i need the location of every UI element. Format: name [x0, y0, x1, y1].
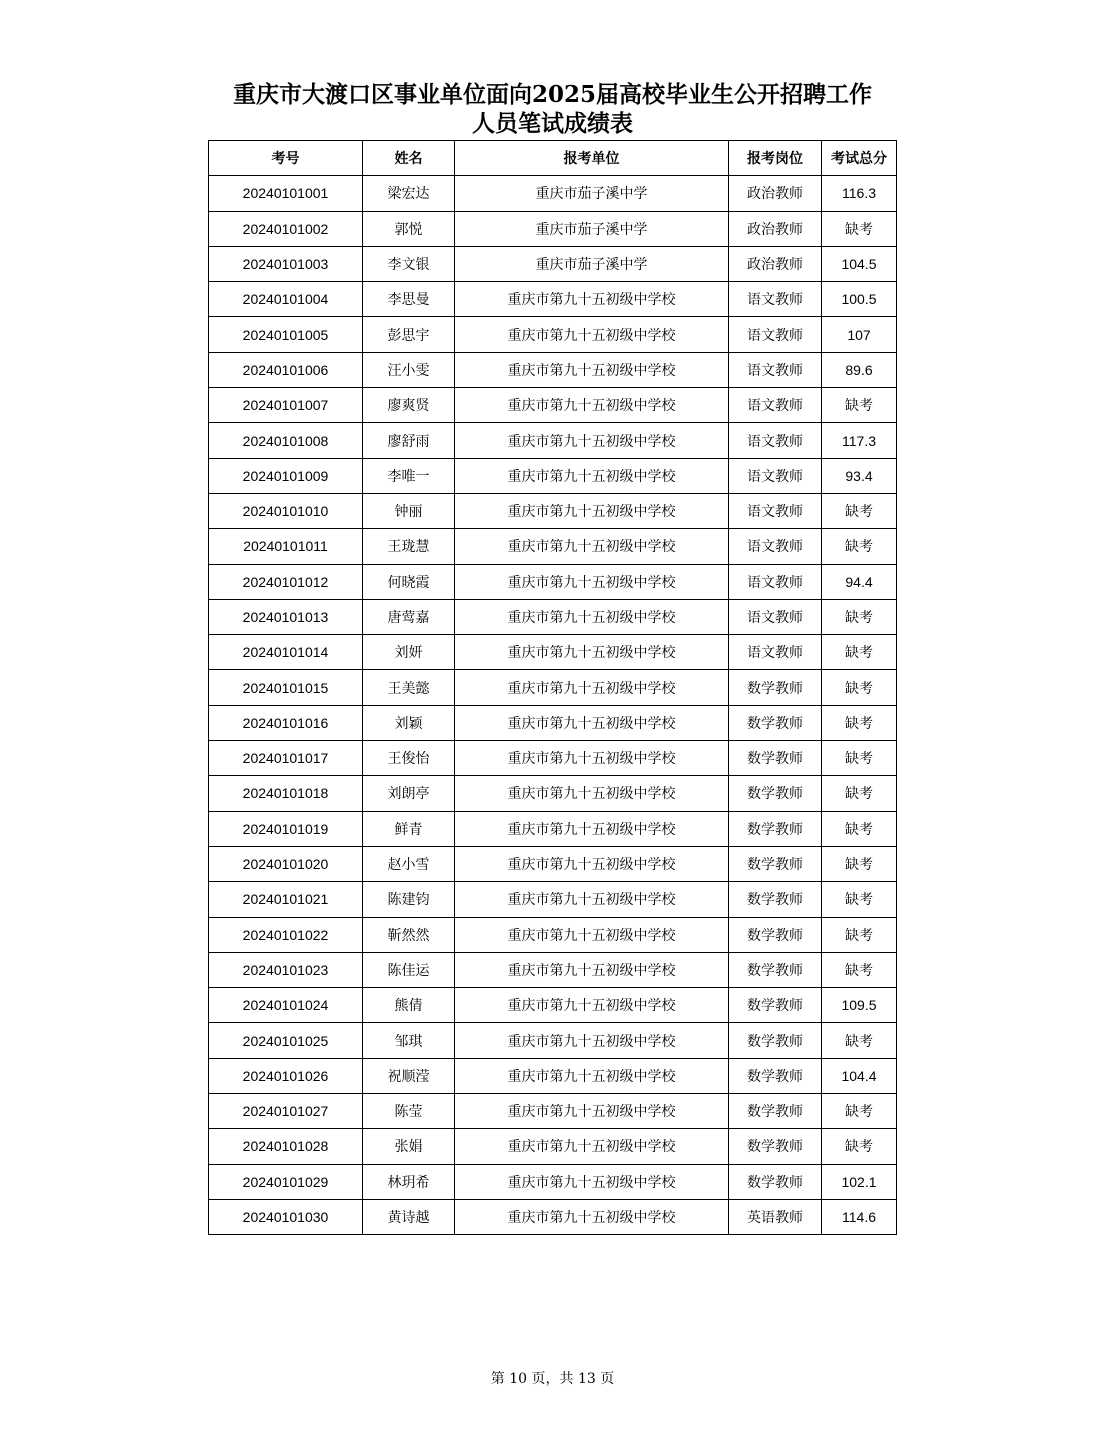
cell-name: 刘颖 [363, 705, 455, 740]
cell-unit: 重庆市第九十五初级中学校 [455, 811, 729, 846]
cell-unit: 重庆市第九十五初级中学校 [455, 952, 729, 987]
cell-name: 刘妍 [363, 635, 455, 670]
cell-name: 林玥希 [363, 1164, 455, 1199]
cell-name: 唐莺嘉 [363, 599, 455, 634]
cell-post: 数学教师 [729, 1164, 822, 1199]
cell-exam-id: 20240101025 [209, 1023, 363, 1058]
table-header-row [209, 141, 897, 176]
table-body [209, 176, 897, 1235]
cell-exam-id: 20240101022 [209, 917, 363, 952]
cell-score: 缺考 [822, 1023, 897, 1058]
cell-name: 陈佳运 [363, 952, 455, 987]
cell-post: 语文教师 [729, 352, 822, 387]
cell-post: 数学教师 [729, 917, 822, 952]
cell-name: 靳然然 [363, 917, 455, 952]
cell-unit: 重庆市第九十五初级中学校 [455, 741, 729, 776]
cell-exam-id: 20240101009 [209, 458, 363, 493]
table-row [209, 388, 897, 423]
cell-unit: 重庆市茄子溪中学 [455, 211, 729, 246]
cell-exam-id: 20240101027 [209, 1094, 363, 1129]
cell-name: 梁宏达 [363, 176, 455, 211]
cell-name: 邹琪 [363, 1023, 455, 1058]
cell-exam-id: 20240101010 [209, 493, 363, 528]
table-row [209, 176, 897, 211]
cell-post: 语文教师 [729, 423, 822, 458]
cell-post: 政治教师 [729, 211, 822, 246]
cell-post: 数学教师 [729, 776, 822, 811]
cell-exam-id: 20240101026 [209, 1058, 363, 1093]
cell-score: 缺考 [822, 1129, 897, 1164]
cell-unit: 重庆市第九十五初级中学校 [455, 1129, 729, 1164]
cell-unit: 重庆市第九十五初级中学校 [455, 493, 729, 528]
cell-score: 100.5 [822, 282, 897, 317]
table-row [209, 599, 897, 634]
cell-score: 107 [822, 317, 897, 352]
table-row [209, 1164, 897, 1199]
cell-exam-id: 20240101020 [209, 846, 363, 881]
cell-exam-id: 20240101008 [209, 423, 363, 458]
cell-unit: 重庆市第九十五初级中学校 [455, 388, 729, 423]
cell-unit: 重庆市第九十五初级中学校 [455, 670, 729, 705]
table-row [209, 882, 897, 917]
cell-unit: 重庆市第九十五初级中学校 [455, 776, 729, 811]
table-row [209, 952, 897, 987]
cell-post: 数学教师 [729, 670, 822, 705]
cell-score: 102.1 [822, 1164, 897, 1199]
cell-post: 语文教师 [729, 493, 822, 528]
cell-score: 缺考 [822, 493, 897, 528]
cell-exam-id: 20240101004 [209, 282, 363, 317]
table-row [209, 1094, 897, 1129]
cell-post: 数学教师 [729, 952, 822, 987]
cell-unit: 重庆市第九十五初级中学校 [455, 352, 729, 387]
cell-unit: 重庆市第九十五初级中学校 [455, 1164, 729, 1199]
document-title [0, 80, 1105, 138]
cell-unit: 重庆市第九十五初级中学校 [455, 705, 729, 740]
cell-post: 语文教师 [729, 564, 822, 599]
cell-exam-id: 20240101013 [209, 599, 363, 634]
cell-unit: 重庆市第九十五初级中学校 [455, 1058, 729, 1093]
cell-post: 数学教师 [729, 811, 822, 846]
cell-score: 缺考 [822, 388, 897, 423]
cell-unit: 重庆市第九十五初级中学校 [455, 882, 729, 917]
score-table [208, 140, 897, 1235]
cell-unit: 重庆市第九十五初级中学校 [455, 317, 729, 352]
cell-post: 语文教师 [729, 599, 822, 634]
cell-name: 李思曼 [363, 282, 455, 317]
table-row [209, 846, 897, 881]
cell-score: 89.6 [822, 352, 897, 387]
cell-post: 政治教师 [729, 176, 822, 211]
cell-score: 缺考 [822, 952, 897, 987]
cell-post: 数学教师 [729, 1023, 822, 1058]
cell-name: 祝顺滢 [363, 1058, 455, 1093]
cell-unit: 重庆市第九十五初级中学校 [455, 423, 729, 458]
header-exam-id: 考号 [209, 141, 363, 176]
cell-unit: 重庆市第九十五初级中学校 [455, 846, 729, 881]
cell-score: 缺考 [822, 211, 897, 246]
cell-post: 英语教师 [729, 1199, 822, 1234]
cell-name: 何晓霞 [363, 564, 455, 599]
cell-name: 陈建钧 [363, 882, 455, 917]
cell-score: 缺考 [822, 599, 897, 634]
cell-exam-id: 20240101029 [209, 1164, 363, 1199]
cell-name: 刘朗亭 [363, 776, 455, 811]
cell-exam-id: 20240101003 [209, 246, 363, 281]
cell-name: 钟丽 [363, 493, 455, 528]
cell-name: 熊倩 [363, 988, 455, 1023]
cell-exam-id: 20240101006 [209, 352, 363, 387]
cell-score: 缺考 [822, 917, 897, 952]
cell-score: 缺考 [822, 635, 897, 670]
cell-post: 政治教师 [729, 246, 822, 281]
cell-score: 117.3 [822, 423, 897, 458]
cell-post: 数学教师 [729, 741, 822, 776]
table-row [209, 988, 897, 1023]
cell-exam-id: 20240101016 [209, 705, 363, 740]
cell-name: 王珑慧 [363, 529, 455, 564]
cell-post: 语文教师 [729, 458, 822, 493]
cell-score: 缺考 [822, 1094, 897, 1129]
cell-score: 93.4 [822, 458, 897, 493]
cell-unit: 重庆市第九十五初级中学校 [455, 1023, 729, 1058]
table-row [209, 1058, 897, 1093]
cell-name: 鲜青 [363, 811, 455, 846]
table-row [209, 317, 897, 352]
cell-name: 郭悦 [363, 211, 455, 246]
cell-exam-id: 20240101028 [209, 1129, 363, 1164]
table-row [209, 352, 897, 387]
cell-exam-id: 20240101024 [209, 988, 363, 1023]
page-footer: 第 10 页，共 13 页 [490, 1371, 615, 1387]
table-row [209, 493, 897, 528]
cell-post: 语文教师 [729, 635, 822, 670]
table-row [209, 670, 897, 705]
cell-score: 缺考 [822, 529, 897, 564]
table-row [209, 635, 897, 670]
cell-name: 张娟 [363, 1129, 455, 1164]
cell-unit: 重庆市第九十五初级中学校 [455, 988, 729, 1023]
table-row [209, 1129, 897, 1164]
cell-score: 缺考 [822, 705, 897, 740]
cell-unit: 重庆市第九十五初级中学校 [455, 599, 729, 634]
cell-name: 黄诗越 [363, 1199, 455, 1234]
title-line-2: 人员笔试成绩表 [472, 110, 633, 137]
cell-exam-id: 20240101021 [209, 882, 363, 917]
cell-exam-id: 20240101030 [209, 1199, 363, 1234]
cell-post: 语文教师 [729, 529, 822, 564]
table-row [209, 246, 897, 281]
cell-exam-id: 20240101002 [209, 211, 363, 246]
cell-name: 王美懿 [363, 670, 455, 705]
cell-unit: 重庆市第九十五初级中学校 [455, 282, 729, 317]
cell-exam-id: 20240101017 [209, 741, 363, 776]
cell-unit: 重庆市第九十五初级中学校 [455, 458, 729, 493]
cell-unit: 重庆市第九十五初级中学校 [455, 564, 729, 599]
cell-unit: 重庆市第九十五初级中学校 [455, 529, 729, 564]
cell-post: 数学教师 [729, 705, 822, 740]
table-row [209, 211, 897, 246]
table-row [209, 811, 897, 846]
cell-unit: 重庆市第九十五初级中学校 [455, 1199, 729, 1234]
cell-score: 104.5 [822, 246, 897, 281]
cell-exam-id: 20240101001 [209, 176, 363, 211]
cell-name: 李唯一 [363, 458, 455, 493]
cell-post: 数学教师 [729, 1094, 822, 1129]
table-row [209, 529, 897, 564]
cell-name: 王俊怡 [363, 741, 455, 776]
cell-unit: 重庆市第九十五初级中学校 [455, 1094, 729, 1129]
cell-score: 缺考 [822, 882, 897, 917]
cell-exam-id: 20240101007 [209, 388, 363, 423]
cell-post: 语文教师 [729, 388, 822, 423]
cell-score: 缺考 [822, 811, 897, 846]
header-name: 姓名 [363, 141, 455, 176]
cell-name: 陈莹 [363, 1094, 455, 1129]
cell-score: 缺考 [822, 670, 897, 705]
cell-name: 廖爽贤 [363, 388, 455, 423]
cell-exam-id: 20240101014 [209, 635, 363, 670]
cell-unit: 重庆市茄子溪中学 [455, 246, 729, 281]
cell-exam-id: 20240101011 [209, 529, 363, 564]
cell-name: 赵小雪 [363, 846, 455, 881]
header-post: 报考岗位 [729, 141, 822, 176]
cell-score: 114.6 [822, 1199, 897, 1234]
table-row [209, 282, 897, 317]
table-row [209, 564, 897, 599]
cell-name: 彭思宇 [363, 317, 455, 352]
cell-score: 94.4 [822, 564, 897, 599]
table-row [209, 776, 897, 811]
cell-score: 缺考 [822, 776, 897, 811]
cell-name: 廖舒雨 [363, 423, 455, 458]
title-line-1: 重庆市大渡口区事业单位面向2025届高校毕业生公开招聘工作 [232, 81, 872, 108]
cell-exam-id: 20240101018 [209, 776, 363, 811]
cell-exam-id: 20240101015 [209, 670, 363, 705]
header-score: 考试总分 [822, 141, 897, 176]
cell-post: 数学教师 [729, 1129, 822, 1164]
cell-post: 数学教师 [729, 882, 822, 917]
table-row [209, 458, 897, 493]
cell-post: 语文教师 [729, 317, 822, 352]
table-row [209, 423, 897, 458]
cell-post: 数学教师 [729, 846, 822, 881]
cell-name: 汪小雯 [363, 352, 455, 387]
table-row [209, 1199, 897, 1234]
cell-post: 数学教师 [729, 1058, 822, 1093]
cell-post: 数学教师 [729, 988, 822, 1023]
cell-score: 109.5 [822, 988, 897, 1023]
table-row [209, 741, 897, 776]
cell-unit: 重庆市茄子溪中学 [455, 176, 729, 211]
table-row [209, 1023, 897, 1058]
cell-unit: 重庆市第九十五初级中学校 [455, 635, 729, 670]
table-row [209, 917, 897, 952]
cell-score: 缺考 [822, 741, 897, 776]
cell-score: 104.4 [822, 1058, 897, 1093]
cell-unit: 重庆市第九十五初级中学校 [455, 917, 729, 952]
cell-post: 语文教师 [729, 282, 822, 317]
cell-exam-id: 20240101019 [209, 811, 363, 846]
cell-exam-id: 20240101005 [209, 317, 363, 352]
cell-exam-id: 20240101023 [209, 952, 363, 987]
cell-score: 116.3 [822, 176, 897, 211]
header-unit: 报考单位 [455, 141, 729, 176]
cell-name: 李文银 [363, 246, 455, 281]
table-row [209, 705, 897, 740]
cell-score: 缺考 [822, 846, 897, 881]
cell-exam-id: 20240101012 [209, 564, 363, 599]
